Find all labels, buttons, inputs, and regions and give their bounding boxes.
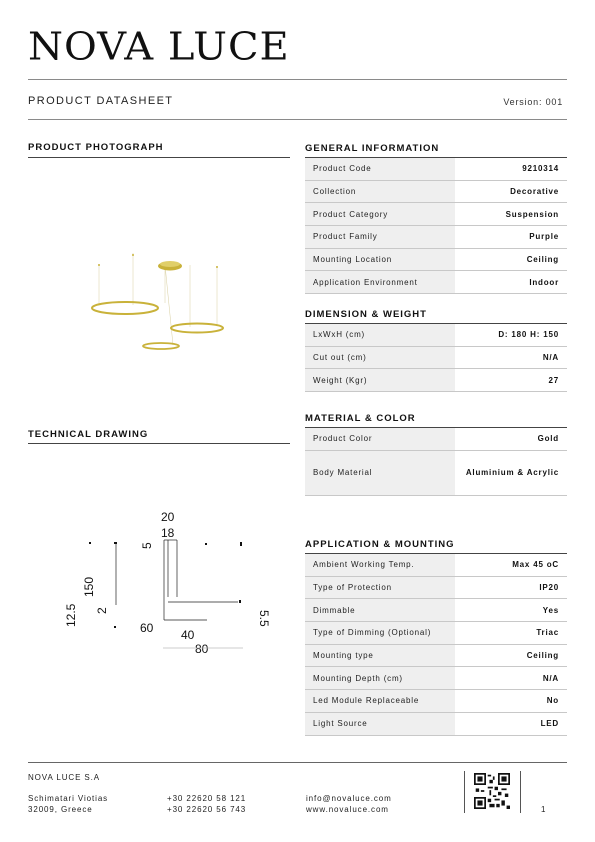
table-row	[305, 713, 567, 736]
row-value: Ceiling	[526, 651, 559, 661]
technical-drawing	[55, 505, 275, 665]
brand-logo: NOVA LUCE	[28, 25, 290, 69]
table-row	[305, 271, 567, 294]
row-label: Ambient Working Temp.	[305, 554, 455, 576]
dim-80: 80	[195, 642, 209, 656]
table-row	[305, 645, 567, 668]
row-label: Product Code	[305, 158, 455, 180]
page-title: PRODUCT DATASHEET	[28, 95, 174, 107]
dim-5-5: 5.5	[257, 610, 271, 627]
row-value: Decorative	[510, 187, 559, 197]
section-title-dimension: DIMENSION & WEIGHT	[305, 309, 427, 320]
row-value: 9210314	[522, 164, 559, 174]
footer-website-link[interactable]: www.novaluce.com	[306, 805, 389, 814]
row-label: Type of Dimming (Optional)	[305, 622, 455, 644]
row-label: Mounting type	[305, 645, 455, 667]
row-label: Product Family	[305, 226, 455, 248]
version-label: Version: 001	[503, 97, 563, 107]
application-mounting-table	[305, 554, 567, 736]
row-value: N/A	[542, 673, 559, 683]
row-value: D: 180 H: 150	[498, 330, 559, 340]
row-value: Max 45 oC	[512, 560, 559, 570]
footer-address-line2: 32009, Greece	[28, 805, 93, 814]
section-title-drawing: TECHNICAL DRAWING	[28, 429, 149, 440]
row-value: LED	[540, 719, 559, 729]
row-label: Led Module Replaceable	[305, 690, 455, 712]
dim-12-5: 12.5	[64, 603, 78, 627]
table-row	[305, 577, 567, 600]
section-title-material: MATERIAL & COLOR	[305, 413, 416, 424]
header-divider-bottom	[28, 119, 567, 120]
footer-company: NOVA LUCE S.A	[28, 773, 101, 782]
footer-separator-right	[520, 771, 521, 813]
table-row	[305, 554, 567, 577]
footer-phone-2: +30 22620 56 743	[167, 805, 247, 814]
row-value: N/A	[542, 353, 559, 363]
table-row	[305, 203, 567, 226]
dim-40: 40	[181, 628, 195, 642]
row-label: Weight (Kgr)	[305, 369, 455, 391]
row-label: Cut out (cm)	[305, 347, 455, 369]
table-row	[305, 158, 567, 181]
section-divider-drawing	[28, 443, 290, 444]
row-value: No	[546, 696, 559, 706]
table-row	[305, 249, 567, 272]
section-divider-photo	[28, 157, 290, 158]
row-label: LxWxH (cm)	[305, 324, 455, 346]
table-row	[305, 369, 567, 392]
row-value: Ceiling	[526, 255, 559, 265]
row-label: Mounting Location	[305, 249, 455, 271]
row-value: Suspension	[505, 209, 559, 219]
dim-60: 60	[140, 621, 154, 635]
row-label: Mounting Depth (cm)	[305, 667, 455, 689]
row-value: Aluminium & Acrylic	[465, 467, 559, 477]
row-label: Type of Protection	[305, 577, 455, 599]
row-value: Purple	[529, 232, 559, 242]
table-row	[305, 347, 567, 370]
table-row	[305, 181, 567, 204]
section-title-photo: PRODUCT PHOTOGRAPH	[28, 142, 164, 153]
row-value: 27	[548, 375, 559, 385]
footer-phone-1: +30 22620 58 121	[167, 794, 247, 803]
footer-divider	[28, 762, 567, 763]
dim-150: 150	[82, 576, 96, 597]
dim-2: 2	[95, 607, 109, 614]
table-row	[305, 599, 567, 622]
dimension-weight-table	[305, 324, 567, 392]
row-value: IP20	[539, 583, 559, 593]
row-label: Light Source	[305, 713, 455, 735]
row-value: Indoor	[529, 277, 559, 287]
row-value: Yes	[542, 605, 559, 615]
dim-20: 20	[161, 510, 175, 524]
row-label: Application Environment	[305, 271, 455, 293]
section-title-application: APPLICATION & MOUNTING	[305, 539, 455, 550]
dim-18: 18	[161, 526, 175, 540]
header-divider-top	[28, 79, 567, 80]
general-info-table	[305, 158, 567, 294]
table-row	[305, 428, 567, 451]
footer-separator-left	[464, 771, 465, 813]
row-value: Triac	[536, 628, 559, 638]
table-row	[305, 324, 567, 347]
page-number: 1	[541, 805, 547, 814]
row-label: Collection	[305, 181, 455, 203]
row-label: Dimmable	[305, 599, 455, 621]
row-value: Gold	[537, 434, 559, 444]
dim-5: 5	[140, 542, 154, 549]
table-row	[305, 451, 567, 496]
material-color-table	[305, 428, 567, 496]
product-photograph	[85, 245, 235, 365]
table-row	[305, 226, 567, 249]
row-label: Body Material	[305, 451, 455, 495]
table-row	[305, 622, 567, 645]
footer-address-line1: Schimatari Viotias	[28, 794, 109, 803]
footer-email-link[interactable]: info@novaluce.com	[306, 794, 392, 803]
qr-code-icon[interactable]	[474, 773, 510, 809]
table-row	[305, 667, 567, 690]
section-title-general: GENERAL INFORMATION	[305, 143, 440, 154]
table-row	[305, 690, 567, 713]
row-label: Product Category	[305, 203, 455, 225]
row-label: Product Color	[305, 428, 455, 450]
